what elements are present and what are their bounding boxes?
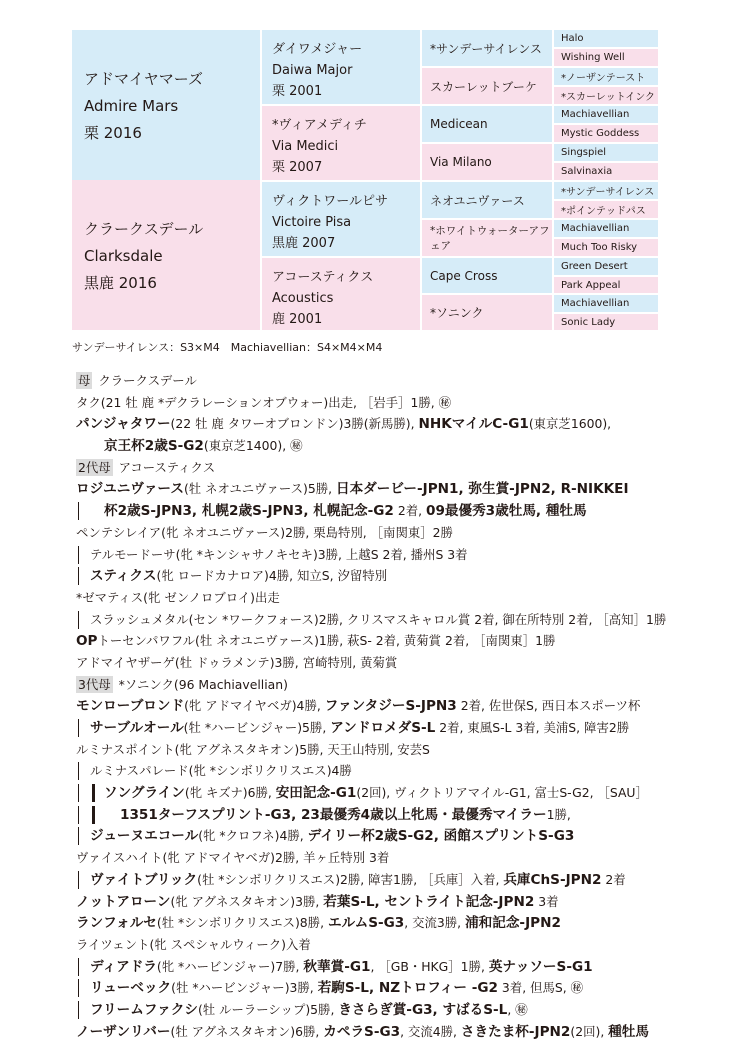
bold-text: ノーザンリバー: [76, 1023, 171, 1040]
pedigree-gen4-cell: Machiavellian: [554, 220, 658, 237]
plain-text: (牝 アドマイヤベガ)4勝,: [184, 698, 325, 714]
generation-label: 3代母: [78, 676, 111, 692]
sire-info: 栗 2016: [84, 124, 142, 142]
bold-text: 兵庫ChS-JPN2: [503, 871, 602, 888]
bold-text: さきたま杯-JPN2: [460, 1023, 571, 1040]
bold-text: エルムS-G3: [327, 915, 405, 932]
plain-text: ヴァイスハイト(牝 アドマイヤベガ)2勝, 羊ヶ丘特別 3着: [76, 850, 390, 866]
dam-jp-name: クラークスデール: [84, 220, 204, 238]
pedigree-gen4-cell: Sonic Lady: [554, 314, 658, 330]
bold-text: ヴァイトブリック: [90, 871, 198, 888]
plain-text: クラークスデール: [94, 373, 197, 388]
record-line: [76, 609, 666, 631]
family-record: [76, 370, 666, 1042]
pedigree-gen4-cell: *ノーザンテースト: [554, 68, 658, 85]
gen2-en: Acoustics: [272, 291, 334, 306]
indent-bar: [78, 762, 79, 780]
pedigree-gen3-cell: *ホワイトウォーターアフェア: [422, 220, 552, 256]
indent-bar: [78, 567, 79, 585]
bold-text: きさらぎ賞-G3, すばるS-L: [338, 1001, 508, 1018]
bold-text: OP: [76, 633, 98, 650]
plain-text: 3着, 但馬S, ㊙: [497, 980, 583, 996]
gen2-jp: ヴィクトワールピサ: [272, 194, 388, 209]
record-line: [76, 478, 666, 500]
indent-bar: [78, 611, 79, 629]
pedigree-gen4-cell: Green Desert: [554, 258, 658, 275]
bold-text: サーブルオール: [90, 720, 184, 736]
bold-text: 杯2歳S-JPN3, 札幌2歳S-JPN3, 札幌記念-G2: [104, 503, 394, 520]
plain-text: トーセンパワフル(牡 ネオユニヴァース)1勝, 萩S-: [97, 633, 372, 649]
plain-text: (牡 *ハービンジャー)5勝,: [183, 720, 331, 735]
bold-text: モンローブロンド: [76, 698, 185, 715]
plain-text: , 交流3勝,: [404, 915, 466, 931]
record-line: [76, 544, 666, 566]
section-heading: [76, 457, 666, 479]
record-line: [76, 695, 666, 717]
section-heading: [76, 674, 666, 696]
indent-bar: [78, 806, 79, 824]
record-line: [76, 782, 666, 804]
gen2-jp: *ヴィアメディチ: [272, 118, 367, 133]
plain-text: (牝 *ハービンジャー)7勝,: [156, 958, 304, 974]
plain-text: (牡 ルーラーシップ)5勝,: [197, 1001, 339, 1017]
pedigree-gen3-cell: ネオユニヴァース: [422, 182, 552, 218]
gen2-info: 栗 2001: [272, 84, 323, 99]
record-line: [76, 717, 666, 739]
plain-text: 2着, 東風S-L 3着, 美浦S, 障害2勝: [435, 720, 630, 735]
plain-text: (牝 ロードカナロア)4勝, 知立S, 汐留特別: [156, 568, 388, 584]
plain-text: (牡 ネオユニヴァース)5勝,: [183, 481, 336, 497]
sire-en-name: Admire Mars: [84, 97, 179, 115]
plain-text: (2回),: [570, 1023, 609, 1039]
plain-text: , 交流4勝,: [400, 1023, 461, 1039]
bold-text: 浦和記念-JPN2: [465, 915, 561, 932]
record-line: [76, 804, 666, 826]
plain-text: 2着, 黄菊賞 2着, ［南関東］1勝: [371, 633, 556, 649]
plain-text: (2回), ヴィクトリアマイル-G1, 富士S-G2, ［SAU］: [356, 785, 648, 801]
plain-text: (牝 キズナ)6勝,: [184, 785, 276, 801]
indent-bar: [92, 806, 95, 824]
record-line: [76, 977, 666, 999]
plain-text: タク(21 牡 鹿 *デクラレーションオブウォー)出走, ［岩手］1勝, ㊙: [76, 394, 451, 410]
pedigree-gen4-cell: Wishing Well: [554, 49, 658, 66]
bold-text: 日本ダービー-JPN1, 弥生賞-JPN2, R-NIKKEI: [335, 481, 629, 498]
bold-text: ロジユニヴァース: [76, 481, 184, 498]
record-line: [76, 435, 666, 457]
pedigree-table: [72, 30, 658, 330]
generation-label: 2代母: [78, 459, 111, 475]
dam-info: 黒鹿 2016: [84, 274, 157, 292]
plain-text: *ゼマティス(牝 ゼンノロブロイ)出走: [76, 589, 280, 605]
bold-text: ジューヌエコール: [90, 828, 199, 845]
section-heading: [76, 370, 666, 392]
bold-text: カペラS-G3: [323, 1023, 401, 1040]
dam-en-name: Clarksdale: [84, 247, 163, 265]
pedigree-gen3-cell: Medicean: [422, 106, 552, 142]
pedigree-gen2-cell: [262, 30, 420, 104]
plain-text: (牡 *シンボリクリスエス)8勝,: [156, 915, 328, 931]
plain-text: ペンテシレイア(牝 ネオユニヴァース)2勝, 栗島特別, ［南関東］2勝: [76, 524, 453, 540]
gen2-jp: ダイワメジャー: [272, 42, 363, 57]
plain-text: (牝 アグネスタキオン)3勝,: [170, 893, 324, 909]
indent-bar: [78, 958, 79, 976]
pedigree-gen4-cell: *スカーレットインク: [554, 87, 658, 104]
record-line: [76, 413, 666, 435]
gen2-en: Via Medici: [272, 139, 339, 154]
bold-text: 若葉S-L, セントライト記念-JPN2: [323, 893, 535, 910]
indent-bar: [78, 719, 79, 737]
indent-bar: [78, 784, 79, 802]
record-line: [76, 630, 666, 652]
bold-text: ファンタジーS-JPN3: [324, 698, 457, 715]
plain-text: ルミナスパレード(牝 *シンボリクリスエス)4勝: [90, 763, 352, 779]
plain-text: ルミナスポイント(牝 アグネスタキオン)5勝, 天王山特別, 安芸S: [76, 741, 430, 757]
record-line: [76, 912, 666, 934]
record-line: [76, 934, 666, 956]
bold-text: 1351ターフスプリント-G3, 23最優秀4歳以上牝馬・最優秀マイラー: [120, 806, 547, 823]
pedigree-gen2-cell: [262, 106, 420, 180]
gen2-en: Victoire Pisa: [272, 215, 352, 230]
bold-text: ランフォルセ: [76, 915, 157, 932]
pedigree-gen3-cell: *サンデーサイレンス: [422, 30, 552, 66]
pedigree-gen4-cell: Machiavellian: [554, 106, 658, 123]
gen2-info: 鹿 2001: [272, 312, 323, 327]
plain-text: アドマイヤザーゲ(牡 ドゥラメンテ)3勝, 宮崎特別, 黄菊賞: [76, 654, 398, 670]
plain-text: 2着,: [393, 503, 426, 519]
bold-text: リューベック: [90, 980, 172, 997]
pedigree-gen3-cell: *ソニンク: [422, 295, 552, 330]
plain-text: 1勝,: [546, 806, 571, 822]
indent-bar: [78, 546, 79, 564]
plain-text: (牡 アグネスタキオン)6勝,: [170, 1023, 324, 1039]
indent-bar: [78, 827, 79, 845]
plain-text: スラッシュメタル(セン *ワークフォース)2勝, クリスマスキャロル賞 2着, 御在所特別 2着, ［高知］1勝: [90, 611, 667, 627]
bold-text: 英ナッソーS-G1: [488, 958, 593, 975]
pedigree-gen4-cell: Salvinaxia: [554, 163, 658, 180]
bold-text: デイリー杯2歳S-G2, 函館スプリントS-G3: [307, 828, 575, 845]
gen2-info: 黒鹿 2007: [272, 236, 336, 251]
plain-text: 3着: [534, 893, 559, 909]
plain-text: アコースティクス: [114, 459, 216, 475]
sire-jp-name: アドマイヤマーズ: [84, 70, 203, 88]
plain-text: ライツェント(牝 スペシャルウィーク)入着: [76, 936, 311, 952]
pedigree-gen2-cell: [262, 182, 420, 256]
record-line: [76, 869, 666, 891]
indent-bar: [78, 502, 79, 520]
bold-text: 安田記念-G1: [275, 785, 357, 802]
plain-text: (牝 *クロフネ)4勝,: [198, 828, 308, 844]
plain-text: *ソニンク(96 Machiavellian): [114, 676, 288, 692]
pedigree-sire: [72, 30, 260, 180]
pedigree-gen4-cell: *サンデーサイレンス: [554, 182, 658, 199]
pedigree-dam: [72, 180, 260, 330]
record-line: [76, 956, 666, 978]
plain-text: , ㊙: [507, 1001, 528, 1017]
record-line: [76, 891, 666, 913]
bold-text: 秋華賞-G1: [303, 958, 371, 975]
indent-bar: [78, 979, 79, 997]
record-line: [76, 739, 666, 761]
pedigree-gen3-cell: Via Milano: [422, 144, 552, 180]
bold-text: ソングライン: [104, 785, 185, 802]
plain-text: (牡 *ハービンジャー)3勝,: [171, 980, 318, 996]
plain-text: 2着: [601, 871, 626, 887]
gen2-en: Daiwa Major: [272, 63, 353, 78]
plain-text: テルモードーサ(牝 *キンシャサノキセキ)3勝, 上越S 2着, 播州S 3着: [90, 546, 468, 562]
pedigree-gen4-cell: Halo: [554, 30, 658, 47]
generation-label: 母: [78, 373, 91, 388]
record-line: [76, 999, 666, 1021]
record-line: [76, 500, 666, 522]
pedigree-gen2-cell: [262, 258, 420, 330]
plain-text: , ［GB・HKG］1勝,: [370, 958, 489, 974]
pedigree-gen4-cell: *ポインテッドパス: [554, 201, 658, 218]
indent-bar: [92, 784, 95, 802]
record-line: [76, 847, 666, 869]
bold-text: 若駒S-L, NZトロフィー -G2: [317, 980, 498, 997]
inbreeding-note: サンデーサイレンス：S3×M4 Machiavellian：S4×M4×M4: [72, 341, 383, 354]
bold-text: スティクス: [90, 568, 157, 585]
indent-bar: [78, 1001, 79, 1019]
bold-text: パンジャタワー: [76, 416, 171, 433]
pedigree-gen4-cell: Park Appeal: [554, 277, 658, 293]
bold-text: 京王杯2歳S-G2: [104, 438, 204, 455]
pedigree-gen4-cell: Singspiel: [554, 144, 658, 161]
gen2-jp: アコースティクス: [272, 270, 374, 285]
pedigree-gen3-cell: スカーレットブーケ: [422, 68, 552, 104]
record-line: [76, 522, 666, 544]
plain-text: (東京芝1400), ㊙: [203, 438, 303, 454]
record-line: [76, 392, 666, 414]
record-line: [76, 587, 666, 609]
indent-bar: [78, 871, 79, 889]
plain-text: 2着, 佐世保S, 西日本スポーツ杯: [456, 698, 641, 714]
record-line: [76, 565, 666, 587]
pedigree-gen4-cell: Machiavellian: [554, 295, 658, 312]
plain-text: (東京芝1600),: [528, 416, 612, 432]
bold-text: フリームファクシ: [90, 1001, 198, 1018]
pedigree-gen4-cell: Much Too Risky: [554, 239, 658, 256]
record-line: [76, 825, 666, 847]
bold-text: 種牡馬: [608, 1023, 649, 1040]
pedigree-gen4-cell: Mystic Goddess: [554, 125, 658, 142]
gen2-info: 栗 2007: [272, 160, 323, 175]
bold-text: NHKマイルC-G1: [418, 416, 529, 433]
bold-text: 09最優秀3歳牡馬, 種牡馬: [425, 503, 587, 520]
record-line: [76, 652, 666, 674]
bold-text: ディアドラ: [90, 958, 157, 975]
plain-text: (牡 *シンボリクリスエス)2勝, 障害1勝, ［兵庫］入着,: [197, 871, 504, 887]
pedigree-gen3-cell: Cape Cross: [422, 258, 552, 293]
plain-text: (22 牡 鹿 タワーオブロンドン)3勝(新馬勝),: [170, 416, 419, 432]
record-line: [76, 760, 666, 782]
bold-text: アンドロメダS-L: [330, 720, 436, 736]
bold-text: ノットアローン: [76, 893, 171, 910]
